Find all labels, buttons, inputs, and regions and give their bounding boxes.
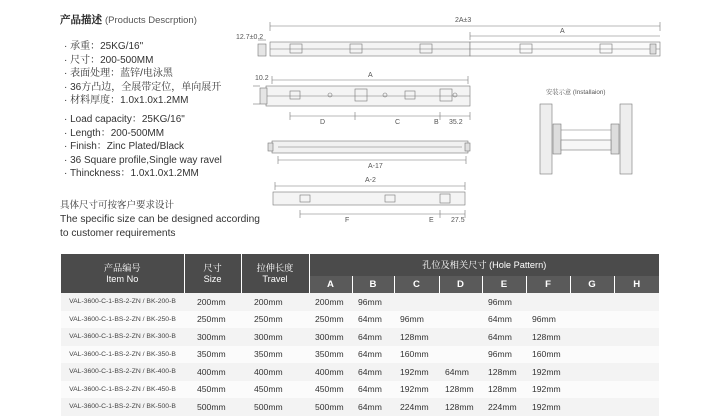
spec-item: · Finish：Zinc Plated/Black: [64, 140, 222, 154]
cell-f: 128mm: [526, 328, 570, 346]
cell-e: 96mm: [482, 293, 526, 311]
cell-item: VAL-3600-C-1-BS-2-ZN / BK-300-B: [61, 328, 184, 346]
cell-f: 160mm: [526, 346, 570, 364]
cell-b: 64mm: [352, 398, 394, 416]
table-row: [61, 346, 659, 364]
spec-item: · 尺寸：200-500MM: [64, 54, 222, 68]
cell-a: 500mm: [309, 398, 352, 416]
dim-2a: 2A±3: [455, 17, 472, 24]
install-label: 安装示意 (Installaion): [546, 89, 606, 96]
cell-item: VAL-3600-C-1-BS-2-ZN / BK-250-B: [61, 311, 184, 329]
cell-item: VAL-3600-C-1-BS-2-ZN / BK-450-B: [61, 381, 184, 399]
cell-travel: 400mm: [241, 363, 309, 381]
cell-g: [570, 363, 614, 381]
cell-b: 64mm: [352, 381, 394, 399]
cell-travel: 450mm: [241, 381, 309, 399]
title-cn: 产品描述: [60, 14, 102, 26]
cell-a: 450mm: [309, 381, 352, 399]
cell-a: 350mm: [309, 346, 352, 364]
cell-h: [614, 381, 659, 399]
cell-d: [439, 328, 482, 346]
note-cn: 具体尺寸可按客户要求设计: [60, 200, 175, 211]
cell-size: 300mm: [184, 328, 241, 346]
dim-12-7: 12.7±0.2: [236, 34, 264, 41]
header-col-h: H: [614, 276, 659, 293]
dim-f: F: [345, 217, 350, 224]
cell-c: 224mm: [394, 398, 439, 416]
header-col-d: D: [439, 276, 482, 293]
dim-10-2: 10.2: [255, 75, 269, 82]
spec-item: · Thinckness：1.0x1.0x1.2MM: [64, 167, 222, 181]
cell-f: 192mm: [526, 398, 570, 416]
header-item-no: 产品编号 Item No: [61, 254, 184, 293]
cell-g: [570, 381, 614, 399]
cell-c: 128mm: [394, 328, 439, 346]
header-col-e: E: [482, 276, 526, 293]
cell-e: 96mm: [482, 346, 526, 364]
cell-f: 192mm: [526, 363, 570, 381]
cell-a: 400mm: [309, 363, 352, 381]
spec-item: · 36 Square profile,Single way ravel: [64, 154, 222, 168]
dim-a-mid: A: [368, 72, 373, 79]
cell-a: 200mm: [309, 293, 352, 311]
cell-h: [614, 398, 659, 416]
title-en: (Products Descrption): [105, 15, 197, 26]
cell-d: [439, 311, 482, 329]
cell-e: 64mm: [482, 328, 526, 346]
cell-item: VAL-3600-C-1-BS-2-ZN / BK-200-B: [61, 293, 184, 311]
hole-pattern-table: [61, 254, 659, 416]
cell-travel: 250mm: [241, 311, 309, 329]
note-en-line2: to customer requirements: [60, 228, 176, 239]
cell-travel: 300mm: [241, 328, 309, 346]
cell-b: 64mm: [352, 346, 394, 364]
header-col-g: G: [570, 276, 614, 293]
dim-e: E: [429, 217, 434, 224]
cell-d: 64mm: [439, 363, 482, 381]
header-col-b: B: [352, 276, 394, 293]
cell-c: [394, 293, 439, 311]
cell-a: 300mm: [309, 328, 352, 346]
cell-d: [439, 346, 482, 364]
table-row: [61, 293, 659, 311]
cell-b: 96mm: [352, 293, 394, 311]
dim-35-2: 35.2: [449, 119, 463, 126]
cell-f: [526, 293, 570, 311]
table-row: [61, 328, 659, 346]
cell-c: 96mm: [394, 311, 439, 329]
spec-item: · 表面处理：蓝锌/电泳黑: [64, 67, 222, 81]
cell-h: [614, 293, 659, 311]
cell-e: 128mm: [482, 381, 526, 399]
cell-h: [614, 363, 659, 381]
cell-g: [570, 398, 614, 416]
dim-a-17: A-17: [368, 163, 383, 170]
cell-d: 128mm: [439, 381, 482, 399]
note-en-line1: The specific size can be designed according: [60, 214, 260, 225]
cell-item: VAL-3600-C-1-BS-2-ZN / BK-500-B: [61, 398, 184, 416]
cell-f: 96mm: [526, 311, 570, 329]
cell-g: [570, 293, 614, 311]
cell-size: 500mm: [184, 398, 241, 416]
cell-size: 450mm: [184, 381, 241, 399]
spec-item: · 承重：25KG/16": [64, 40, 222, 54]
cell-g: [570, 346, 614, 364]
cell-item: VAL-3600-C-1-BS-2-ZN / BK-400-B: [61, 363, 184, 381]
spec-item: · Length：200-500MM: [64, 127, 222, 141]
header-col-c: C: [394, 276, 439, 293]
cell-c: 160mm: [394, 346, 439, 364]
cell-e: 64mm: [482, 311, 526, 329]
table-row: [61, 311, 659, 329]
cell-item: VAL-3600-C-1-BS-2-ZN / BK-350-B: [61, 346, 184, 364]
dim-a-2: A-2: [365, 177, 376, 184]
cell-travel: 350mm: [241, 346, 309, 364]
cell-a: 250mm: [309, 311, 352, 329]
cell-size: 200mm: [184, 293, 241, 311]
cell-h: [614, 328, 659, 346]
cell-c: 192mm: [394, 381, 439, 399]
cell-h: [614, 346, 659, 364]
cell-g: [570, 328, 614, 346]
table-row: [61, 398, 659, 416]
dim-d: D: [320, 119, 326, 126]
cell-g: [570, 311, 614, 329]
dim-b: B: [434, 119, 439, 126]
cell-size: 400mm: [184, 363, 241, 381]
cell-b: 64mm: [352, 363, 394, 381]
cell-b: 64mm: [352, 328, 394, 346]
cell-h: [614, 311, 659, 329]
spec-item: · 36方凸边，全展带定位，单向展开: [64, 81, 222, 95]
header-col-a: A: [309, 276, 352, 293]
cell-b: 64mm: [352, 311, 394, 329]
cell-size: 250mm: [184, 311, 241, 329]
cell-f: 192mm: [526, 381, 570, 399]
cell-travel: 500mm: [241, 398, 309, 416]
header-size: 尺寸 Size: [184, 254, 241, 293]
table-row: [61, 363, 659, 381]
header-col-f: F: [526, 276, 570, 293]
header-hole-pattern: 孔位及相关尺寸 (Hole Pattern): [309, 254, 659, 276]
header-travel: 拉伸长度 Travel: [241, 254, 309, 293]
spec-item: · Load capacity：25KG/16": [64, 113, 222, 127]
cell-d: 128mm: [439, 398, 482, 416]
dim-c: C: [395, 119, 401, 126]
cell-d: [439, 293, 482, 311]
dim-a-top: A: [560, 28, 565, 35]
dim-27-5: 27.5: [451, 217, 465, 224]
spec-item: · 材料厚度：1.0x1.0x1.2MM: [64, 94, 222, 108]
cell-e: 128mm: [482, 363, 526, 381]
table-row: [61, 381, 659, 399]
cell-size: 350mm: [184, 346, 241, 364]
cell-travel: 200mm: [241, 293, 309, 311]
cell-e: 224mm: [482, 398, 526, 416]
cell-c: 192mm: [394, 363, 439, 381]
